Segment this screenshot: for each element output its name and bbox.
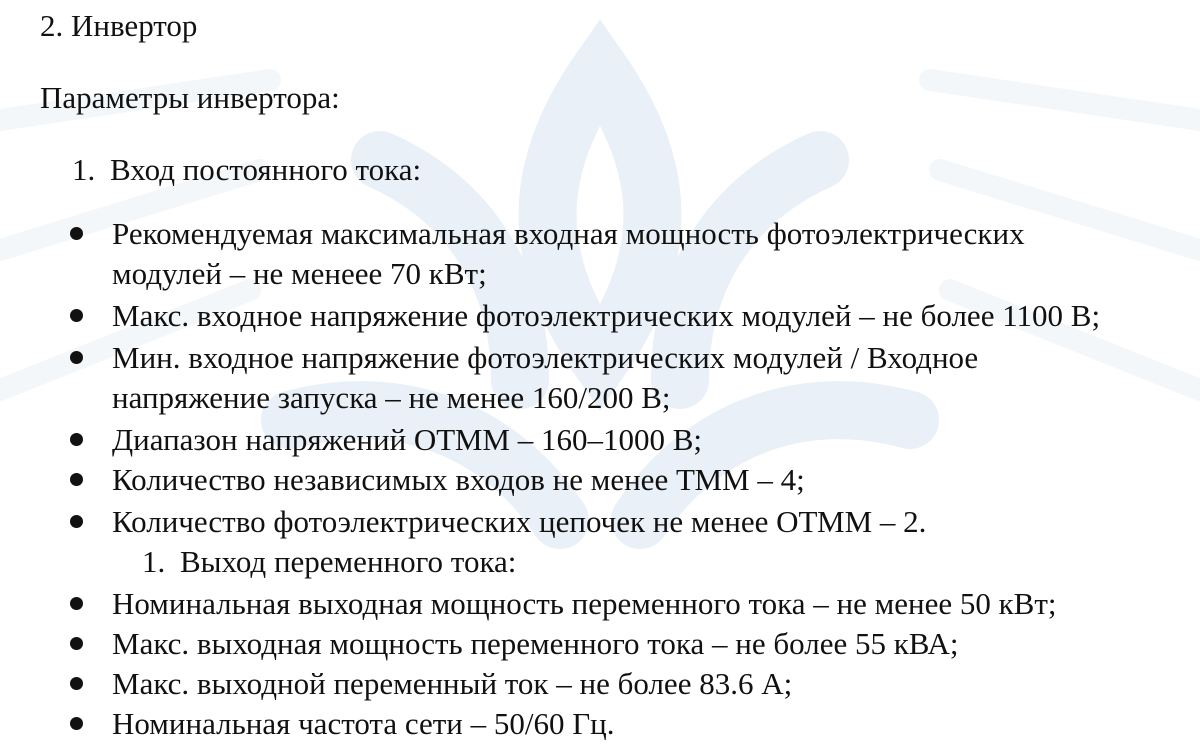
bullet-icon	[70, 717, 83, 730]
list-item-line: Мин. входное напряжение фотоэлектрических модулей / Входное	[112, 340, 979, 375]
bullet-icon	[70, 351, 83, 364]
list-item-line: Номинальная частота сети – 50/60 Гц.	[112, 706, 615, 741]
bullet-icon	[70, 637, 83, 650]
list-item	[112, 460, 1172, 500]
list-item-line: Макс. выходной переменный ток – не более 83.6 А;	[112, 666, 793, 701]
list-item-line: Количество фотоэлектрических цепочек не менее ОТММ – 2.	[112, 504, 927, 539]
dc-input-number: 1.	[72, 152, 96, 187]
ac-output-heading-text: Выход переменного тока:	[180, 544, 517, 579]
dc-input-heading-text: Вход постоянного тока:	[110, 152, 422, 187]
ac-output-number: 1.	[142, 544, 166, 579]
dc-input-heading	[72, 152, 421, 188]
bullet-icon	[70, 227, 83, 240]
parameters-title: Параметры инвертора:	[40, 80, 340, 115]
list-item-line: Номинальная выходная мощность переменного тока – не менее 50 кВт;	[112, 586, 1057, 621]
list-item-line: Макс. выходная мощность переменного тока – не более 55 кВА;	[112, 626, 959, 661]
list-item-line: Рекомендуемая максимальная входная мощность фотоэлектрических	[112, 216, 1025, 251]
list-item	[112, 664, 1172, 704]
section-title: 2. Инвертор	[40, 8, 198, 43]
list-item-line: Количество независимых входов не менее ТММ – 4;	[112, 462, 805, 497]
bullet-icon	[70, 309, 83, 322]
bullet-icon	[70, 473, 83, 486]
list-item	[112, 624, 1172, 664]
list-item	[112, 338, 1172, 418]
list-item	[112, 584, 1172, 624]
bullet-icon	[70, 433, 83, 446]
list-item	[112, 214, 1172, 294]
list-item	[112, 420, 1172, 460]
list-item	[112, 296, 1172, 336]
bullet-icon	[70, 677, 83, 690]
list-item	[112, 704, 1172, 744]
list-item-line: Макс. входное напряжение фотоэлектрических модулей – не более 1100 В;	[112, 298, 1101, 333]
ac-output-heading	[142, 544, 516, 580]
bullet-icon	[70, 597, 83, 610]
list-item-line: Диапазон напряжений ОТММ – 160–1000 В;	[112, 422, 702, 457]
list-item-line: модулей – не менеее 70 кВт;	[112, 256, 487, 291]
list-item-line: напряжение запуска – не менее 160/200 В;	[112, 380, 671, 415]
bullet-icon	[70, 515, 83, 528]
list-item	[112, 502, 1172, 542]
